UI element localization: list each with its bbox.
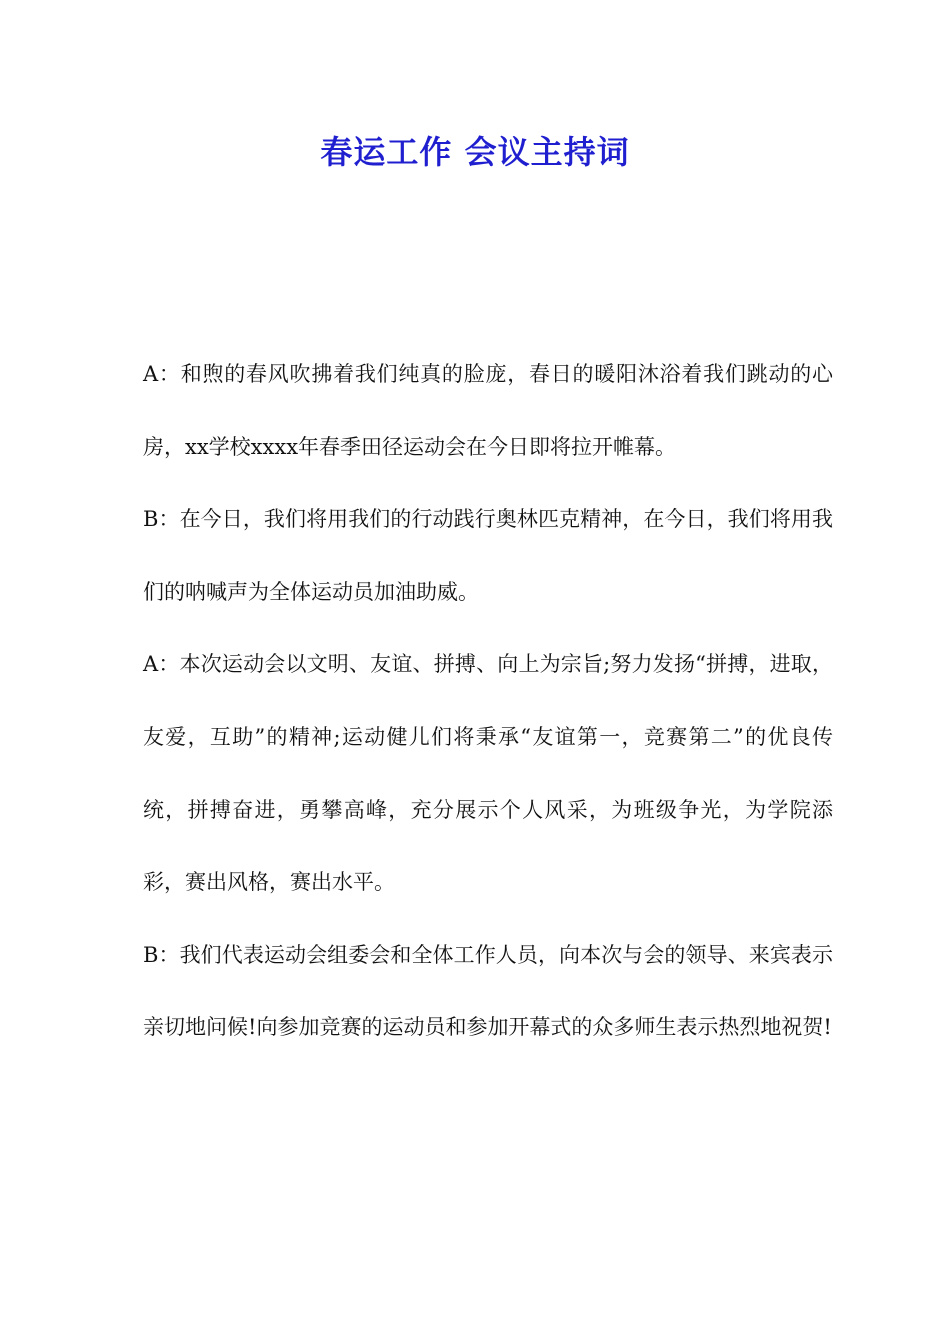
paragraph-a-opening: A：和煦的春风吹拂着我们纯真的脸庞，春日的暖阳沐浴着我们跳动的心房，xx学校xxxx年春季田径运动会在今日即将拉开帷幕。 — [143, 362, 833, 459]
paragraph-a-purpose: A：本次运动会以文明、友谊、拼搏、向上为宗旨;努力发扬“拼搏，进取，友爱，互助”的精神;运动健儿们将秉承“友谊第一，竞赛第二”的优良传统，拼搏奋进，勇攀高峰，充分展示个人风采，为班级争光，为学院添彩，赛出风格，赛出水平。 — [143, 652, 833, 895]
paragraph-b-greetings: B：我们代表运动会组委会和全体工作人员，向本次与会的领导、来宾表示亲切地问候!向参加竞赛的运动员和参加开幕式的众多师生表示热烈地祝贺! — [143, 942, 833, 1040]
paragraph-b-olympic-spirit: B：在今日，我们将用我们的行动践行奥林匹克精神，在今日，我们将用我们的呐喊声为全体运动员加油助威。 — [143, 507, 833, 604]
document-title: 春运工作 会议主持词 — [320, 133, 630, 171]
document-body — [143, 338, 833, 1064]
